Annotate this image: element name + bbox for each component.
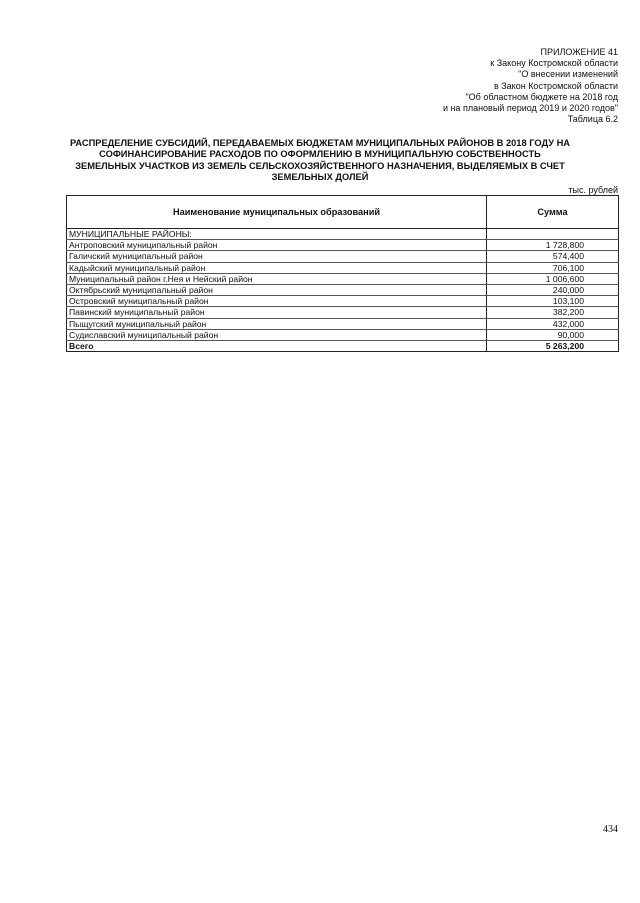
units-label: тыс. рублей <box>568 185 618 195</box>
appendix-line: Таблица 6.2 <box>567 114 618 125</box>
subsidy-table <box>66 195 619 352</box>
total-label: Всего <box>67 340 487 351</box>
row-sum: 574,400 <box>487 251 619 262</box>
appendix-line: ПРИЛОЖЕНИЕ 41 <box>540 47 618 57</box>
table-row <box>67 273 619 284</box>
table-header-row <box>67 196 619 229</box>
row-name: Муниципальный район г.Нея и Нейский район <box>67 273 487 284</box>
table-row <box>67 296 619 307</box>
row-name: Октябрьский муниципальный район <box>67 284 487 295</box>
row-sum: 432,000 <box>487 318 619 329</box>
table-section-row <box>67 229 619 240</box>
appendix-line: и на плановый период 2019 и 2020 годов" <box>442 103 618 114</box>
table-row <box>67 251 619 262</box>
row-name: Антроповский муниципальный район <box>67 240 487 251</box>
row-name: Пыщугский муниципальный район <box>67 318 487 329</box>
section-sum-cell <box>487 229 619 240</box>
document-title: РАСПРЕДЕЛЕНИЕ СУБСИДИЙ, ПЕРЕДАВАЕМЫХ БЮДЖЕТАМ МУНИЦИПАЛЬНЫХ РАЙОНОВ В 2018 ГОДУ НА СОФИНАНСИРОВАНИЕ РАСХОДОВ ПО ОФОРМЛЕНИЮ В МУНИЦИПАЛЬНУЮ СОБСТВЕННОСТЬ ЗЕМЕЛЬНЫХ УЧАСТКОВ ИЗ ЗЕМЕЛЬ СЕЛЬСКОХОЗЯЙСТВЕННОГО НАЗНАЧЕНИЯ, ВЫДЕЛЯЕМЫХ В СЧЕТ ЗЕМЕЛЬНЫХ ДОЛЕЙ <box>70 138 571 182</box>
column-header-name: Наименование муниципальных образований <box>67 196 487 229</box>
row-name: Островский муниципальный район <box>67 296 487 307</box>
row-name: Павинский муниципальный район <box>67 307 487 318</box>
appendix-line: в Закон Костромской области <box>493 80 618 91</box>
row-sum: 1 006,600 <box>487 273 619 284</box>
column-header-sum: Сумма <box>487 196 619 229</box>
table-row <box>67 284 619 295</box>
appendix-line: "Об областном бюджете на 2018 год <box>465 91 618 102</box>
row-sum: 382,200 <box>487 307 619 318</box>
row-sum: 103,100 <box>487 296 619 307</box>
row-sum: 1 728,800 <box>487 240 619 251</box>
section-label: МУНИЦИПАЛЬНЫЕ РАЙОНЫ: <box>67 229 487 240</box>
row-name: Галичский муниципальный район <box>67 251 487 262</box>
table-row <box>67 329 619 340</box>
row-sum: 90,000 <box>487 329 619 340</box>
total-sum: 5 263,200 <box>487 340 619 351</box>
row-sum: 240,000 <box>487 284 619 295</box>
table-total-row <box>67 340 619 351</box>
page-number: 434 <box>603 824 618 835</box>
row-name: Кадыйский муниципальный район <box>67 262 487 273</box>
appendix-header <box>443 47 618 125</box>
row-sum: 706,100 <box>487 262 619 273</box>
appendix-line: "О внесении изменений <box>518 69 618 80</box>
table-row <box>67 262 619 273</box>
appendix-line: к Закону Костромской области <box>490 58 618 69</box>
table-row <box>67 307 619 318</box>
row-name: Судиславский муниципальный район <box>67 329 487 340</box>
table-row <box>67 318 619 329</box>
table-row <box>67 240 619 251</box>
